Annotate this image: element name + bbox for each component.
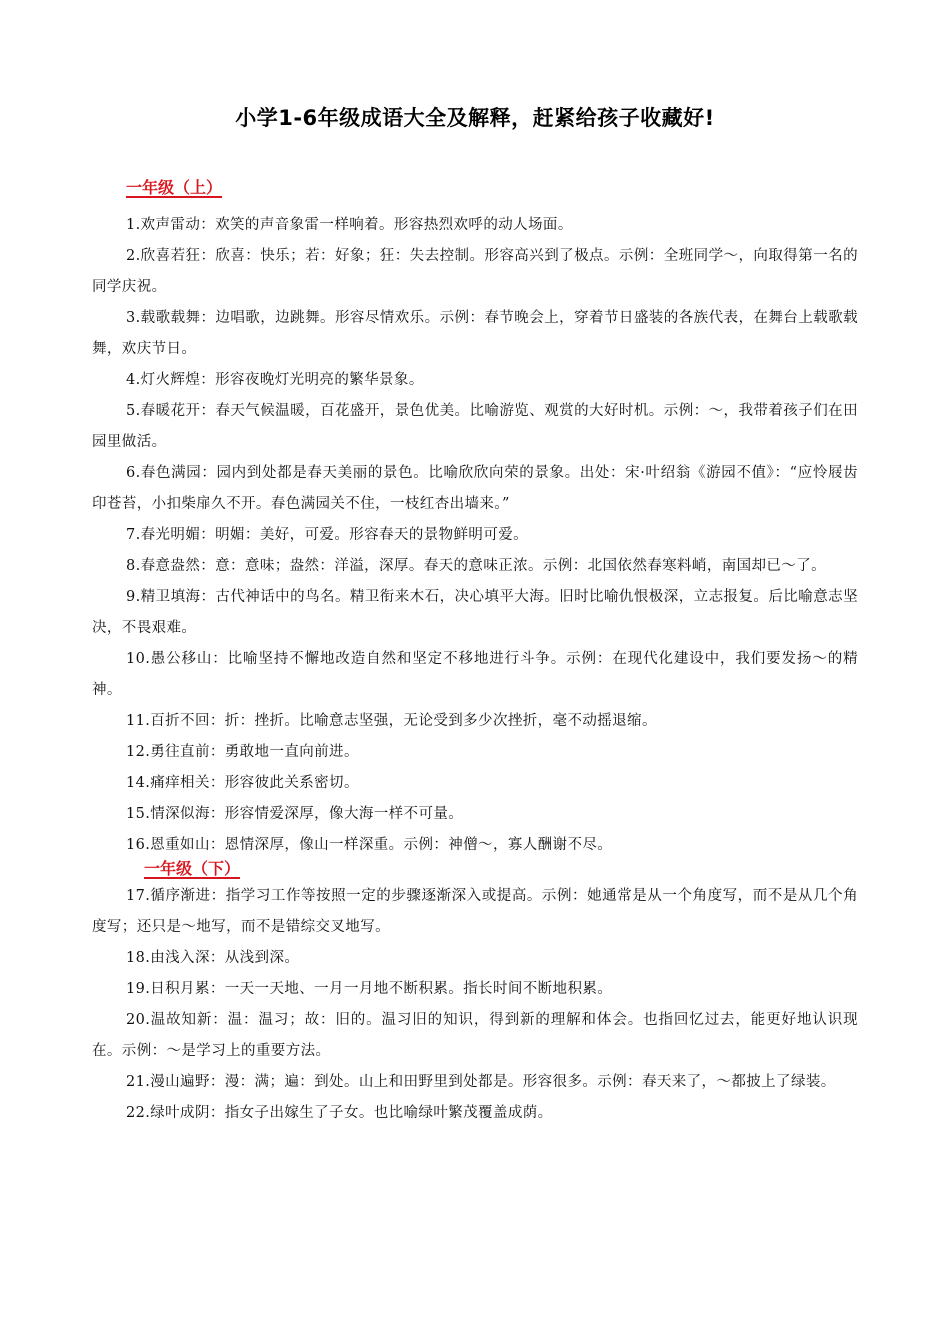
section-heading-text: 一年级（上） <box>126 178 223 197</box>
idiom-entry: 3.载歌载舞：边唱歌，边跳舞。形容尽情欢乐。示例：春节晚会上，穿着节日盛装的各族代表，在舞台上载歌载舞，欢庆节日。 <box>92 310 858 357</box>
idiom-entry: 22.绿叶成阴：指女子出嫁生了子女。也比喻绿叶繁茂覆盖成荫。 <box>126 1105 553 1121</box>
idiom-entry: 16.恩重如山：恩情深厚，像山一样深重。示例：神僧～，寡人酬谢不尽。 <box>126 837 613 853</box>
idiom-entry: 12.勇往直前：勇敢地一直向前进。 <box>126 744 359 760</box>
idiom-entry: 7.春光明媚：明媚：美好，可爱。形容春天的景物鲜明可爱。 <box>126 527 529 543</box>
idiom-entry: 15.情深似海：形容情爱深厚，像大海一样不可量。 <box>126 806 464 822</box>
idiom-entry: 10.愚公移山：比喻坚持不懈地改造自然和坚定不移地进行斗争。示例：在现代化建设中，我们要发扬～的精神。 <box>92 651 858 698</box>
idiom-entry: 6.春色满园：园内到处都是春天美丽的景色。比喻欣欣向荣的景象。出处：宋·叶绍翁《游园不值》：“应怜屐齿印苍苔，小扣柴扉久不开。春色满园关不住，一枝红杏出墙来。” <box>92 465 858 512</box>
idiom-entry: 5.春暖花开：春天气候温暖，百花盛开，景色优美。比喻游览、观赏的大好时机。示例：～，我带着孩子们在田园里做活。 <box>92 403 858 450</box>
document-body <box>92 176 858 1129</box>
document-title: 小学1-6年级成语大全及解释，赶紧给孩子收藏好! <box>235 106 715 130</box>
idiom-entry: 11.百折不回：折：挫折。比喻意志坚强，无论受到多少次挫折，毫不动摇退缩。 <box>126 713 657 729</box>
idiom-entry: 17.循序渐进：指学习工作等按照一定的步骤逐渐深入或提高。示例：她通常是从一个角度写，而不是从几个角度写；还只是～地写，而不是错综交叉地写。 <box>92 888 858 935</box>
idiom-entry: 8.春意盎然：意：意味；盎然：洋溢，深厚。春天的意味正浓。示例：北国依然春寒料峭，南国却已～了。 <box>126 558 827 574</box>
idiom-entry: 2.欣喜若狂：欣喜：快乐；若：好象；狂：失去控制。形容高兴到了极点。示例：全班同学～，向取得第一名的同学庆祝。 <box>92 248 858 295</box>
idiom-entry: 21.漫山遍野：漫：满；遍：到处。山上和田野里到处都是。形容很多。示例：春天来了，～都披上了绿装。 <box>126 1074 836 1090</box>
section-heading-text: 一年级（下） <box>144 859 241 878</box>
idiom-entry: 1.欢声雷动：欢笑的声音象雷一样响着。形容热烈欢呼的动人场面。 <box>126 217 573 233</box>
idiom-entry: 9.精卫填海：古代神话中的鸟名。精卫衔来木石，决心填平大海。旧时比喻仇恨极深，立志报复。后比喻意志坚决，不畏艰难。 <box>92 589 858 636</box>
idiom-entry: 14.痛痒相关：形容彼此关系密切。 <box>126 775 359 791</box>
idiom-entry: 4.灯火辉煌：形容夜晚灯光明亮的繁华景象。 <box>126 372 424 388</box>
section-heading-grade1-first <box>126 176 858 200</box>
idiom-entry: 18.由浅入深：从浅到深。 <box>126 950 300 966</box>
idiom-entry: 19.日积月累：一天一天地、一月一月地不断积累。指长时间不断地积累。 <box>126 981 613 997</box>
idiom-entry: 20.温故知新：温：温习；故：旧的。温习旧的知识，得到新的理解和体会。也指回忆过去，能更好地认识现在。示例：～是学习上的重要方法。 <box>92 1012 858 1059</box>
